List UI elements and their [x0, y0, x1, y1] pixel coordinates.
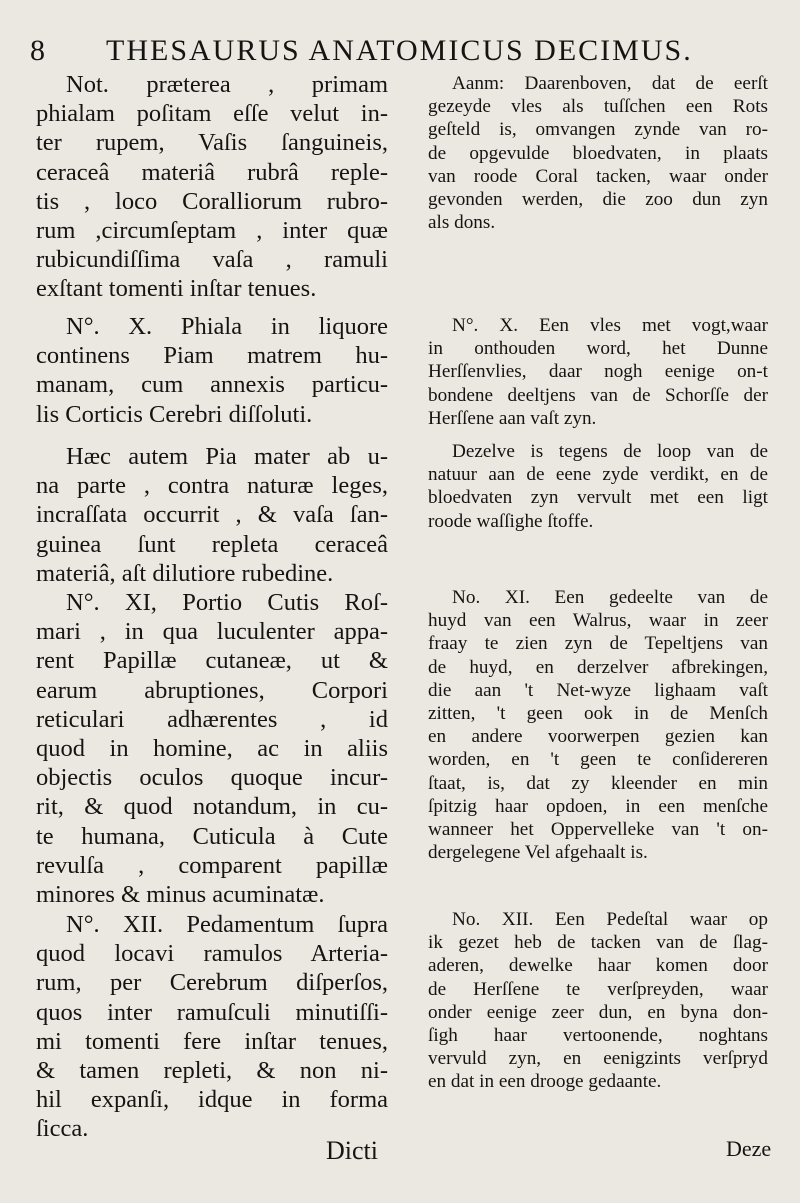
text-line: revulſa , comparent papillæ [36, 851, 388, 879]
latin-paragraph-5 [36, 910, 388, 1144]
dutch-paragraph-4 [428, 586, 768, 864]
text-line: Dezelve is tegens de loop van de [452, 441, 768, 462]
text-line: de huyd, en derzelver afbrekingen, [428, 656, 768, 678]
text-line: Herſſene aan vaſt zyn. [428, 407, 597, 429]
text-line: Herſſenvlies, daar nogh eenige on-t [428, 361, 768, 383]
text-line: fraay te zien zyn de Tepeltjens van [428, 633, 768, 655]
text-line: ik gezet heb de tacken van de ſlag- [428, 932, 768, 954]
text-line: manam, cum annexis particu- [36, 371, 388, 399]
running-title: THESAURUS ANATOMICUS DECIMUS. [106, 34, 693, 67]
text-line: hil expanſi, idque in forma [36, 1086, 388, 1114]
text-line: quod locavi ramulos Arteria- [36, 940, 388, 968]
latin-paragraph-4 [36, 588, 388, 909]
latin-paragraph-2 [36, 312, 388, 429]
text-line: zitten, 't geen ook in de Menſch [428, 703, 768, 725]
text-line: tis , loco Coralliorum rubro- [36, 187, 388, 215]
text-line: Not. præterea , primam [66, 71, 388, 98]
text-line: rubicundiſſima vaſa , ramuli [36, 246, 388, 274]
text-line: phialam poſitam eſſe velut in- [36, 100, 388, 128]
text-line: na parte , contra naturæ leges, [36, 472, 388, 500]
text-line: rum, per Cerebrum diſperſos, [36, 969, 388, 997]
text-line: lis Corticis Cerebri diſſoluti. [36, 400, 313, 428]
text-line: continens Piam matrem hu- [36, 342, 388, 370]
page-number: 8 [30, 34, 47, 67]
latin-paragraph-3 [36, 442, 388, 588]
text-line: mi tomenti fere inſtar tenues, [36, 1027, 388, 1055]
text-line: rit, & quod notandum, in cu- [36, 793, 388, 821]
text-line: N°. XII. Pedamentum ſupra [66, 911, 388, 938]
text-line: ceraceâ materiâ rubrâ reple- [36, 158, 388, 186]
dutch-paragraph-3 [428, 440, 768, 533]
text-line: de opgevulde bloedvaten, in plaats [428, 142, 768, 164]
text-line: rent Papillæ cutaneæ, ut & [36, 647, 388, 675]
text-line: geſteld is, omvangen zynde van ro- [428, 119, 768, 141]
text-line: incraſſata occurrit , & vaſa ſan- [36, 501, 388, 529]
text-line: huyd van een Walrus, waar in zeer [428, 610, 768, 632]
text-line: reticulari adhærentes , id [36, 705, 388, 733]
dutch-paragraph-5 [428, 908, 768, 1094]
text-line: N°. X. Phiala in liquore [66, 313, 388, 340]
text-line: earum abruptiones, Corpori [36, 676, 388, 704]
text-line: en dat in een drooge gedaante. [428, 1071, 662, 1093]
text-line: als dons. [428, 212, 496, 234]
text-line: objectis oculos quoque incur- [36, 764, 388, 792]
text-line: quos inter ramuſculi minutiſſi- [36, 998, 388, 1026]
text-line: natuur aan de eene zyde verdikt, en de [428, 464, 768, 486]
text-line: N°. XI, Portio Cutis Roſ- [66, 589, 388, 616]
text-line: ſpitzig haar opdoen, in een menſche [428, 795, 768, 817]
text-line: No. XI. Een gedeelte van de [452, 587, 768, 608]
text-line: exſtant tomenti inſtar tenues. [36, 275, 317, 303]
text-line: bondene deeltjens van de Schorſſe der [428, 384, 768, 406]
text-line: roode waſſighe ſtoffe. [428, 510, 594, 532]
text-line: No. XII. Een Pedeſtal waar op [452, 909, 768, 930]
text-line: Aanm: Daarenboven, dat de eerſt [452, 73, 768, 94]
text-line: onder eenige zeer dun, en byna don- [428, 1001, 768, 1023]
text-line: mari , in qua luculenter appa- [36, 618, 388, 646]
text-line: worden, en 't geen te conſidereren [428, 749, 768, 771]
text-line: N°. X. Een vles met vogt,waar [452, 315, 768, 336]
text-line: gevonden werden, die zoo dun zyn [428, 189, 768, 211]
text-line: in onthouden word, het Dunne [428, 338, 768, 360]
text-line: aderen, dewelke haar komen door [428, 955, 768, 977]
text-line: ſtaat, is, dat zy kleender en min [428, 772, 768, 794]
text-line: rum ,circumſeptam , inter quæ [36, 217, 388, 245]
dutch-catchword: Deze [726, 1136, 772, 1161]
latin-catchword: Dicti [326, 1136, 378, 1165]
text-line: te humana, Cuticula à Cute [36, 822, 388, 850]
text-line: dergelegene Vel afgehaalt is. [428, 842, 648, 864]
text-line: guinea ſunt repleta ceraceâ [36, 530, 388, 558]
page-header [30, 34, 740, 70]
text-line: ſicca. [36, 1115, 89, 1143]
dutch-paragraph-2 [428, 314, 768, 430]
dutch-paragraph-1 [428, 72, 768, 234]
text-line: die aan 't Net-wyze lighaam vaſt [428, 679, 768, 701]
text-line: gezeyde vles als tuſſchen een Rots [428, 96, 768, 118]
text-line: Hæc autem Pia mater ab u- [66, 443, 388, 470]
text-line: wanneer het Oppervelleke van 't on- [428, 819, 768, 841]
text-line: van roode Coral tacken, waar onder [428, 165, 768, 187]
text-line: de Herſſene te verſpreyden, waar [428, 978, 768, 1000]
text-line: ſigh haar vertoonende, noghtans [428, 1025, 768, 1047]
text-line: ter rupem, Vaſis ſanguineis, [36, 129, 388, 157]
text-line: & tamen repleti, & non ni- [36, 1057, 388, 1085]
text-line: quod in homine, ac in aliis [36, 735, 388, 763]
text-line: en andere voorwerpen gezien kan [428, 726, 768, 748]
text-line: minores & minus acuminatæ. [36, 881, 325, 909]
text-line: vervuld zyn, en eenigzints verſpryd [428, 1048, 768, 1070]
text-line: materiâ, aſt dilutiore rubedine. [36, 559, 334, 587]
latin-paragraph-1 [36, 70, 388, 304]
text-line: bloedvaten zyn vervult met een ligt [428, 487, 768, 509]
